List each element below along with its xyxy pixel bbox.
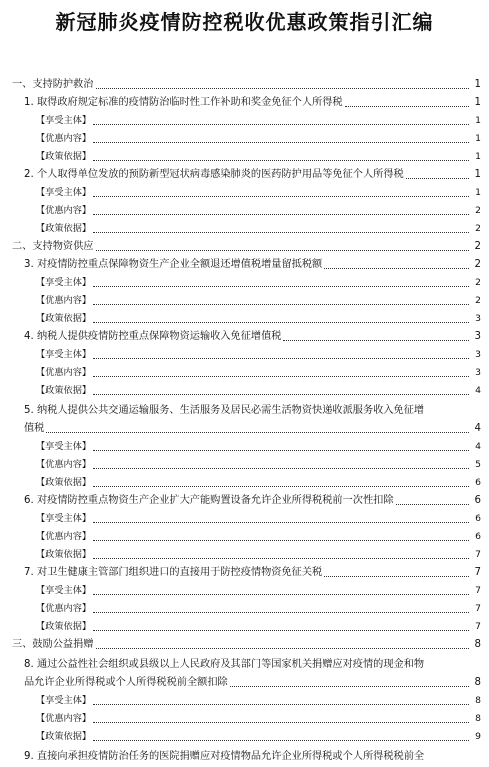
- page-number: 7: [475, 549, 481, 560]
- toc-entry-text: 【政策依据】: [36, 549, 92, 560]
- dot-leader: [93, 468, 469, 469]
- dot-leader: [93, 196, 469, 197]
- toc-entry-text: 【享受主体】: [36, 349, 92, 360]
- toc-entry-text: 【享受主体】: [36, 187, 92, 198]
- dot-leader: [93, 376, 469, 377]
- toc-entry-text: 9. 直接向承担疫情防治任务的医院捐赠应对疫情物品允许企业所得税或个人所得税税前全: [24, 751, 425, 762]
- page-number: 1: [475, 187, 481, 198]
- dot-leader: [93, 232, 469, 233]
- toc-entry-text: 【享受主体】: [36, 115, 92, 126]
- page-number: 6: [475, 513, 481, 524]
- toc-subheading[interactable]: [0, 454, 489, 472]
- page-number: 4: [475, 385, 481, 396]
- page-number: 2: [474, 241, 481, 252]
- dot-leader: [345, 106, 469, 107]
- toc-subheading[interactable]: [0, 146, 489, 164]
- toc-subheading[interactable]: [0, 200, 489, 218]
- table-of-contents: [0, 74, 489, 764]
- dot-leader: [93, 540, 469, 541]
- toc-subheading[interactable]: [0, 508, 489, 526]
- toc-entry-text: 2. 个人取得单位发放的预防新型冠状病毒感染肺炎的医药防护用品等免征个人所得税: [24, 169, 404, 180]
- page-number: 4: [475, 441, 481, 452]
- toc-entry-text: 品允许企业所得税或个人所得税税前全额扣除: [24, 677, 228, 688]
- toc-entry-text: 【优惠内容】: [36, 459, 92, 470]
- dot-leader: [93, 214, 469, 215]
- toc-entry-text: 4. 纳税人提供疫情防控重点保障物资运输收入免征增值税: [24, 331, 282, 342]
- page-number: 3: [475, 349, 481, 360]
- toc-subheading[interactable]: [0, 290, 489, 308]
- toc-entry-text: 【政策依据】: [36, 731, 92, 742]
- toc-entry-text: 三、鼓励公益捐赠: [12, 639, 94, 650]
- toc-entry-text: 一、支持防护救治: [12, 79, 94, 90]
- dot-leader: [93, 704, 469, 705]
- page-number: 9: [475, 731, 481, 742]
- page-number: 3: [475, 367, 481, 378]
- dot-leader: [93, 630, 469, 631]
- page-number: 7: [475, 603, 481, 614]
- dot-leader: [324, 576, 469, 577]
- dot-leader: [93, 394, 469, 395]
- toc-subheading[interactable]: [0, 344, 489, 362]
- toc-entry-text: 二、支持物资供应: [12, 241, 94, 252]
- toc-subheading[interactable]: [0, 580, 489, 598]
- toc-entry-text: 6. 对疫情防控重点物资生产企业扩大产能购置设备允许企业所得税税前一次性扣除: [24, 495, 394, 506]
- dot-leader: [93, 612, 469, 613]
- toc-section-heading[interactable]: [0, 634, 489, 652]
- toc-entry-text: 【享受主体】: [36, 277, 92, 288]
- page-number: 5: [475, 459, 481, 470]
- toc-subheading[interactable]: [0, 272, 489, 290]
- page-number: 3: [475, 313, 481, 324]
- dot-leader: [93, 522, 469, 523]
- toc-entry-text: 7. 对卫生健康主管部门组织进口的直接用于防控疫情物资免征关税: [24, 567, 323, 578]
- toc-subheading[interactable]: [0, 544, 489, 562]
- page-number: 1: [475, 115, 481, 126]
- toc-entry-text: 【政策依据】: [36, 621, 92, 632]
- dot-leader: [406, 178, 469, 179]
- toc-entry-text: 1. 取得政府规定标准的疫情防治临时性工作补助和奖金免征个人所得税: [24, 97, 343, 108]
- toc-entry-text: 【享受主体】: [36, 695, 92, 706]
- toc-subheading[interactable]: [0, 362, 489, 380]
- page-number: 7: [475, 621, 481, 632]
- toc-entry-text: 3. 对疫情防控重点保障物资生产企业全额退还增值税增量留抵税额: [24, 259, 323, 270]
- dot-leader: [46, 432, 469, 433]
- toc-section-heading[interactable]: [0, 236, 489, 254]
- page-number: 1: [475, 133, 481, 144]
- toc-subheading[interactable]: [0, 708, 489, 726]
- page-number: 6: [475, 477, 481, 488]
- toc-entry-text: 【享受主体】: [36, 585, 92, 596]
- dot-leader: [93, 558, 469, 559]
- toc-entry-text: 【优惠内容】: [36, 367, 92, 378]
- page-number: 7: [475, 585, 481, 596]
- toc-subheading[interactable]: [0, 308, 489, 326]
- dot-leader: [93, 486, 469, 487]
- page-number: 7: [474, 567, 481, 578]
- toc-policy-item[interactable]: [0, 326, 489, 344]
- toc-policy-item[interactable]: [0, 744, 489, 764]
- dot-leader: [93, 160, 469, 161]
- toc-entry-text: 【享受主体】: [36, 441, 92, 452]
- page-number: 8: [474, 639, 481, 650]
- toc-entry-text: 值税: [24, 423, 45, 434]
- dot-leader: [93, 322, 469, 323]
- toc-policy-item-continued[interactable]: [0, 672, 489, 690]
- page-number: 8: [475, 695, 481, 706]
- toc-entry-text: 【优惠内容】: [36, 205, 92, 216]
- page-number: 3: [474, 331, 481, 342]
- toc-subheading[interactable]: [0, 526, 489, 544]
- page-number: 2: [475, 223, 481, 234]
- toc-policy-item[interactable]: [0, 652, 489, 672]
- toc-entry-text: 【政策依据】: [36, 385, 92, 396]
- toc-policy-item[interactable]: [0, 562, 489, 580]
- dot-leader: [93, 594, 469, 595]
- page-number: 1: [475, 151, 481, 162]
- dot-leader: [93, 722, 469, 723]
- toc-policy-item[interactable]: [0, 254, 489, 272]
- toc-entry-text: 【优惠内容】: [36, 295, 92, 306]
- toc-subheading[interactable]: [0, 128, 489, 146]
- page-number: 2: [475, 205, 481, 216]
- toc-entry-text: 【优惠内容】: [36, 531, 92, 542]
- toc-subheading[interactable]: [0, 436, 489, 454]
- dot-leader: [324, 268, 469, 269]
- dot-leader: [93, 286, 469, 287]
- toc-subheading[interactable]: [0, 218, 489, 236]
- dot-leader: [93, 124, 469, 125]
- toc-section-heading[interactable]: [0, 74, 489, 92]
- toc-policy-item[interactable]: [0, 92, 489, 110]
- page-number: 4: [474, 423, 481, 434]
- page-number: 8: [474, 677, 481, 688]
- page-number: 2: [474, 259, 481, 270]
- toc-policy-item[interactable]: [0, 164, 489, 182]
- dot-leader: [96, 250, 470, 251]
- page-number: 6: [475, 531, 481, 542]
- toc-entry-text: 【政策依据】: [36, 223, 92, 234]
- dot-leader: [93, 304, 469, 305]
- toc-entry-text: 【优惠内容】: [36, 713, 92, 724]
- toc-subheading[interactable]: [0, 182, 489, 200]
- page-number: 6: [474, 495, 481, 506]
- toc-entry-text: 【政策依据】: [36, 477, 92, 488]
- dot-leader: [230, 686, 469, 687]
- dot-leader: [93, 358, 469, 359]
- dot-leader: [93, 142, 469, 143]
- page-number: 2: [475, 295, 481, 306]
- toc-entry-text: 【政策依据】: [36, 313, 92, 324]
- toc-subheading[interactable]: [0, 690, 489, 708]
- toc-subheading[interactable]: [0, 598, 489, 616]
- document-title: 新冠肺炎疫情防控税收优惠政策指引汇编: [55, 10, 434, 34]
- dot-leader: [283, 340, 469, 341]
- toc-entry-text: 8. 通过公益性社会组织或县级以上人民政府及其部门等国家机关捐赠应对疫情的现金和物: [24, 659, 425, 670]
- toc-entry-text: 【优惠内容】: [36, 603, 92, 614]
- dot-leader: [93, 740, 469, 741]
- toc-subheading[interactable]: [0, 726, 489, 744]
- page-number: 1: [474, 169, 481, 180]
- page-number: 1: [474, 97, 481, 108]
- toc-entry-text: 【优惠内容】: [36, 133, 92, 144]
- toc-policy-item[interactable]: [0, 398, 489, 418]
- toc-entry-text: 5. 纳税人提供公共交通运输服务、生活服务及居民必需生活物资快递收派服务收入免征增: [24, 405, 425, 416]
- page-number: 8: [475, 713, 481, 724]
- toc-subheading[interactable]: [0, 616, 489, 634]
- toc-entry-text: 【享受主体】: [36, 513, 92, 524]
- page-number: 2: [475, 277, 481, 288]
- page-number: 1: [474, 79, 481, 90]
- toc-policy-item-continued[interactable]: [0, 418, 489, 436]
- dot-leader: [93, 450, 469, 451]
- dot-leader: [96, 88, 470, 89]
- toc-subheading[interactable]: [0, 380, 489, 398]
- toc-subheading[interactable]: [0, 472, 489, 490]
- toc-entry-text: 【政策依据】: [36, 151, 92, 162]
- dot-leader: [396, 504, 469, 505]
- toc-subheading[interactable]: [0, 110, 489, 128]
- dot-leader: [96, 648, 470, 649]
- toc-policy-item[interactable]: [0, 490, 489, 508]
